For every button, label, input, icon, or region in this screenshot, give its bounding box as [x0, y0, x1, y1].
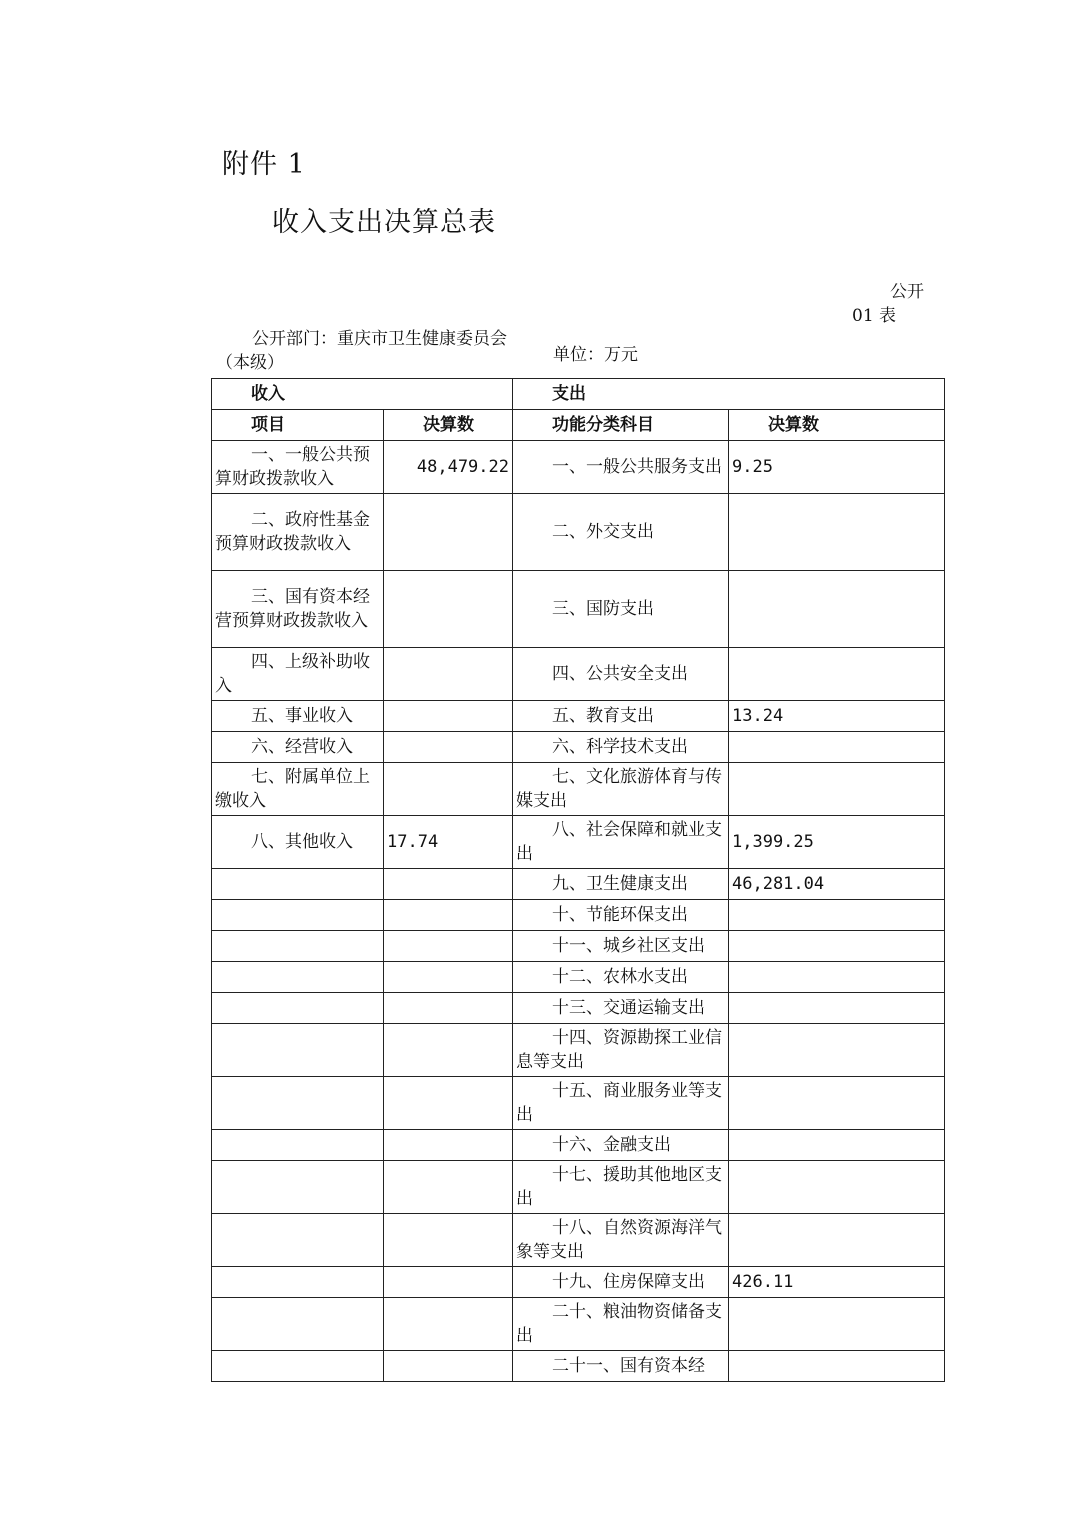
income-amount-cell [384, 732, 513, 763]
income-amount-cell [384, 993, 513, 1024]
income-item-cell [212, 1351, 384, 1382]
expense-item-cell: 六、科学技术支出 [513, 732, 729, 763]
col-header-income-amount: 决算数 [384, 410, 513, 441]
expense-item-cell: 十五、商业服务业等支出 [513, 1077, 729, 1130]
expense-item-cell: 二十一、国有资本经 [513, 1351, 729, 1382]
expense-item-cell: 三、国防支出 [513, 571, 729, 648]
expense-item-cell: 十八、自然资源海洋气象等支出 [513, 1214, 729, 1267]
income-amount-cell [384, 763, 513, 816]
income-amount-cell [384, 1161, 513, 1214]
table-row [212, 494, 945, 571]
income-item-cell [212, 931, 384, 962]
expense-amount-cell [729, 1077, 945, 1130]
expense-amount-cell: 426.11 [729, 1267, 945, 1298]
expense-item-cell: 二十、粮油物资储备支出 [513, 1298, 729, 1351]
table-row [212, 441, 945, 494]
unit-label: 单位：万元 [553, 345, 638, 365]
income-item-cell [212, 1077, 384, 1130]
expense-amount-cell: 9.25 [729, 441, 945, 494]
expense-amount-cell [729, 1161, 945, 1214]
income-item-cell [212, 869, 384, 900]
income-item-cell [212, 962, 384, 993]
department-label: 公开部门：重庆市卫生健康委员会（本级） [216, 329, 507, 373]
expense-item-cell: 七、文化旅游体育与传媒支出 [513, 763, 729, 816]
expense-amount-cell [729, 931, 945, 962]
table-row [212, 701, 945, 732]
col-header-expense-amount: 决算数 [729, 410, 945, 441]
expense-item-cell: 二、外交支出 [513, 494, 729, 571]
income-item-cell: 一、一般公共预算财政拨款收入 [212, 441, 384, 494]
income-amount-cell [384, 1298, 513, 1351]
table-row [212, 962, 945, 993]
table-row [212, 763, 945, 816]
income-header: 收入 [212, 379, 513, 410]
expense-amount-cell [729, 962, 945, 993]
income-amount-cell [384, 869, 513, 900]
expense-item-cell: 十九、住房保障支出 [513, 1267, 729, 1298]
table-code-line2: 01 表 [852, 306, 897, 326]
expense-amount-cell [729, 900, 945, 931]
income-item-cell [212, 993, 384, 1024]
table-header-row-columns [212, 410, 945, 441]
income-item-cell [212, 1267, 384, 1298]
expense-item-cell: 十二、农林水支出 [513, 962, 729, 993]
table-row [212, 1130, 945, 1161]
expense-item-cell: 五、教育支出 [513, 701, 729, 732]
expense-item-cell: 十一、城乡社区支出 [513, 931, 729, 962]
table-header-row-sections [212, 379, 945, 410]
income-item-cell: 二、政府性基金预算财政拨款收入 [212, 494, 384, 571]
expense-item-cell: 十六、金融支出 [513, 1130, 729, 1161]
income-amount-cell [384, 900, 513, 931]
col-header-item: 项目 [212, 410, 384, 441]
table-row [212, 732, 945, 763]
expense-amount-cell [729, 732, 945, 763]
income-item-cell [212, 1214, 384, 1267]
expense-item-cell: 十四、资源勘探工业信息等支出 [513, 1024, 729, 1077]
expense-amount-cell: 46,281.04 [729, 869, 945, 900]
income-item-cell: 四、上级补助收入 [212, 648, 384, 701]
income-item-cell: 五、事业收入 [212, 701, 384, 732]
annex-label: 附件 1 [222, 149, 306, 180]
income-item-cell [212, 1298, 384, 1351]
table-body [212, 379, 945, 1382]
income-amount-cell [384, 494, 513, 571]
income-expense-table [211, 378, 945, 1382]
expense-amount-cell [729, 993, 945, 1024]
table-row [212, 993, 945, 1024]
income-amount-cell: 17.74 [384, 816, 513, 869]
income-amount-cell [384, 701, 513, 732]
income-item-cell [212, 1024, 384, 1077]
income-amount-cell [384, 1214, 513, 1267]
table-row [212, 1077, 945, 1130]
expense-amount-cell [729, 494, 945, 571]
income-item-cell [212, 1161, 384, 1214]
expense-amount-cell [729, 571, 945, 648]
expense-amount-cell: 1,399.25 [729, 816, 945, 869]
expense-item-cell: 十三、交通运输支出 [513, 993, 729, 1024]
table-row [212, 648, 945, 701]
table-row [212, 900, 945, 931]
income-item-cell [212, 1130, 384, 1161]
expense-item-cell: 一、一般公共服务支出 [513, 441, 729, 494]
table-row [212, 1267, 945, 1298]
income-amount-cell [384, 1024, 513, 1077]
table-row [212, 1214, 945, 1267]
table-row [212, 1351, 945, 1382]
income-amount-cell [384, 1077, 513, 1130]
expense-item-cell: 四、公共安全支出 [513, 648, 729, 701]
expense-item-cell: 八、社会保障和就业支出 [513, 816, 729, 869]
expense-item-cell: 十七、援助其他地区支出 [513, 1161, 729, 1214]
income-amount-cell [384, 1351, 513, 1382]
expense-amount-cell [729, 763, 945, 816]
table-row [212, 1024, 945, 1077]
expense-amount-cell: 13.24 [729, 701, 945, 732]
income-amount-cell [384, 571, 513, 648]
table-row [212, 931, 945, 962]
page-title: 收入支出决算总表 [272, 207, 496, 238]
income-amount-cell: 48,479.22 [384, 441, 513, 494]
expense-amount-cell [729, 1214, 945, 1267]
table-row [212, 869, 945, 900]
income-item-cell [212, 900, 384, 931]
income-amount-cell [384, 1267, 513, 1298]
table-row [212, 816, 945, 869]
income-amount-cell [384, 962, 513, 993]
income-item-cell: 七、附属单位上缴收入 [212, 763, 384, 816]
expense-amount-cell [729, 1351, 945, 1382]
table-row [212, 571, 945, 648]
expense-item-cell: 十、节能环保支出 [513, 900, 729, 931]
col-header-function: 功能分类科目 [513, 410, 729, 441]
income-amount-cell [384, 931, 513, 962]
table-code-line1: 公开 [890, 282, 924, 302]
expense-item-cell: 九、卫生健康支出 [513, 869, 729, 900]
income-amount-cell [384, 1130, 513, 1161]
income-amount-cell [384, 648, 513, 701]
income-item-cell: 三、国有资本经营预算财政拨款收入 [212, 571, 384, 648]
table-row [212, 1161, 945, 1214]
expense-amount-cell [729, 1130, 945, 1161]
expense-header: 支出 [513, 379, 945, 410]
income-item-cell: 六、经营收入 [212, 732, 384, 763]
expense-amount-cell [729, 1024, 945, 1077]
expense-amount-cell [729, 1298, 945, 1351]
table-row [212, 1298, 945, 1351]
income-item-cell: 八、其他收入 [212, 816, 384, 869]
expense-amount-cell [729, 648, 945, 701]
